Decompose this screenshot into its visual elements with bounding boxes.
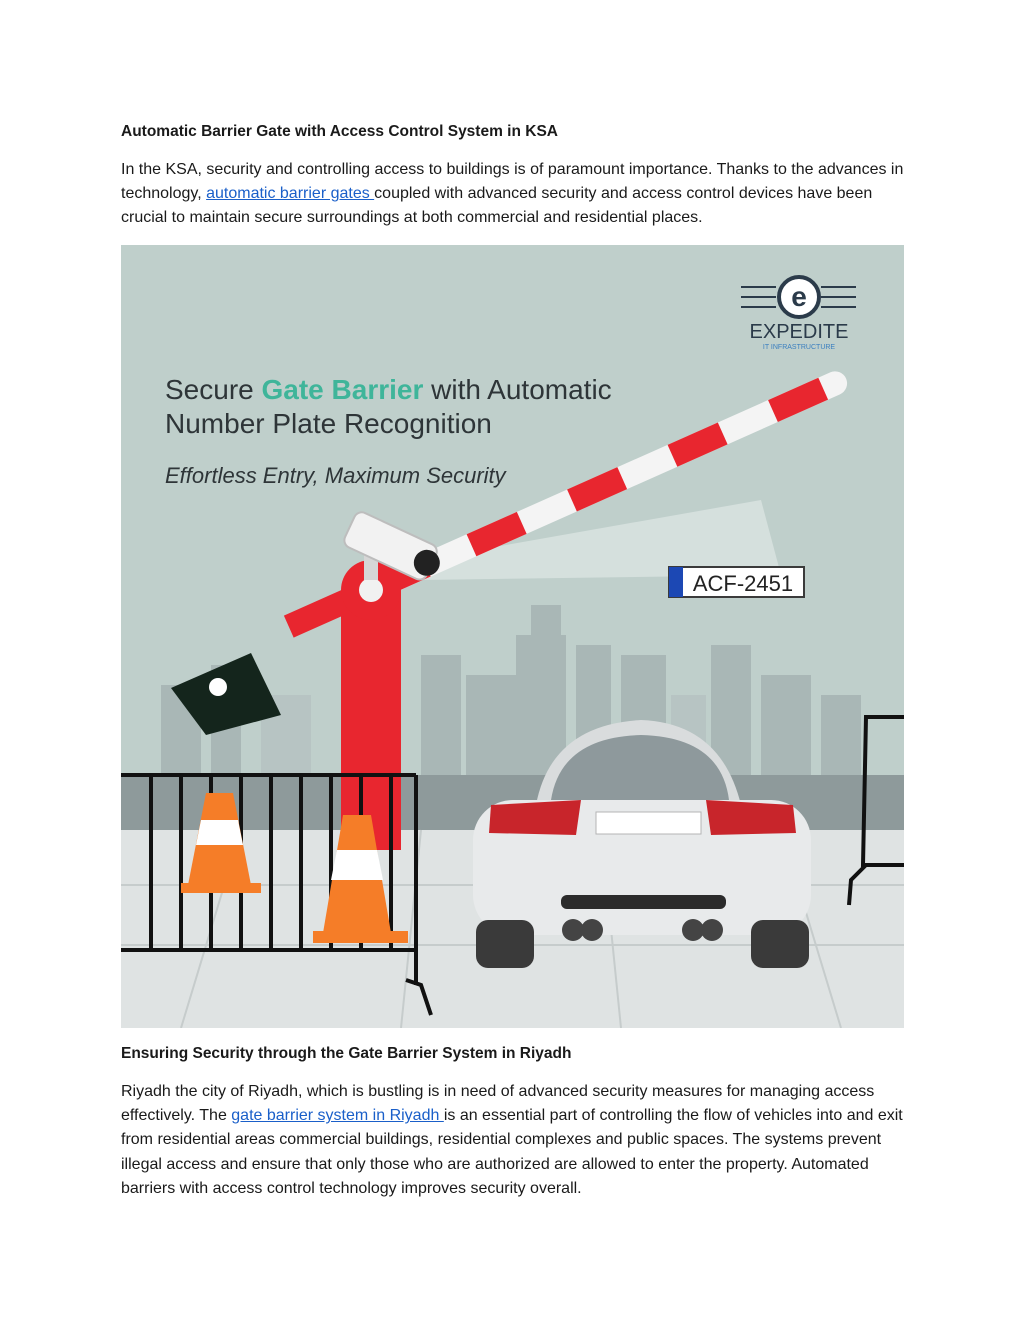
logo-name: EXPEDITE (749, 321, 849, 343)
paragraph-text: is an essential part of controlling the flow of vehicles into and exit from residential areas commercial buildings, residential complexes and public spaces. The systems prevent illegal access and ensure that only those who are authorized are allowed to enter the property. Automated barriers with access control technology improves security overall. (121, 1107, 903, 1197)
section-heading: Ensuring Security through the Gate Barrier System in Riyadh (121, 1045, 572, 1062)
gate-barrier-system-link[interactable]: gate barrier system in Riyadh (231, 1107, 444, 1125)
headline-line-2: Number Plate Recognition (165, 408, 492, 439)
license-plate (669, 567, 804, 597)
automatic-barrier-gates-link[interactable]: automatic barrier gates (206, 185, 375, 203)
barrier-gate-illustration (121, 245, 904, 1028)
tagline: Effortless Entry, Maximum Security (165, 463, 506, 488)
svg-text:e: e (791, 281, 807, 312)
logo-subtitle: IT INFRASTRUCTURE (762, 344, 836, 351)
paragraph-text: Riyadh the city of Riyadh, which is bustling is in need of advanced security measures for managing access effectively. The (121, 1083, 875, 1125)
svg-text:ACF-2451: ACF-2451 (692, 571, 794, 596)
headline-line-1: Secure Gate Barrier with Automatic (165, 374, 612, 405)
intro-paragraph (121, 158, 905, 231)
paragraph-text: coupled with advanced security and access control devices have been crucial to maintain secure surroundings at both commercial and residential places. (121, 185, 873, 227)
riyadh-paragraph (121, 1080, 905, 1201)
paragraph-text: In the KSA, security and controlling access to buildings is of paramount importance. Thanks to the advances in technology, (121, 161, 904, 203)
section-heading: Automatic Barrier Gate with Access Control System in KSA (121, 123, 558, 140)
